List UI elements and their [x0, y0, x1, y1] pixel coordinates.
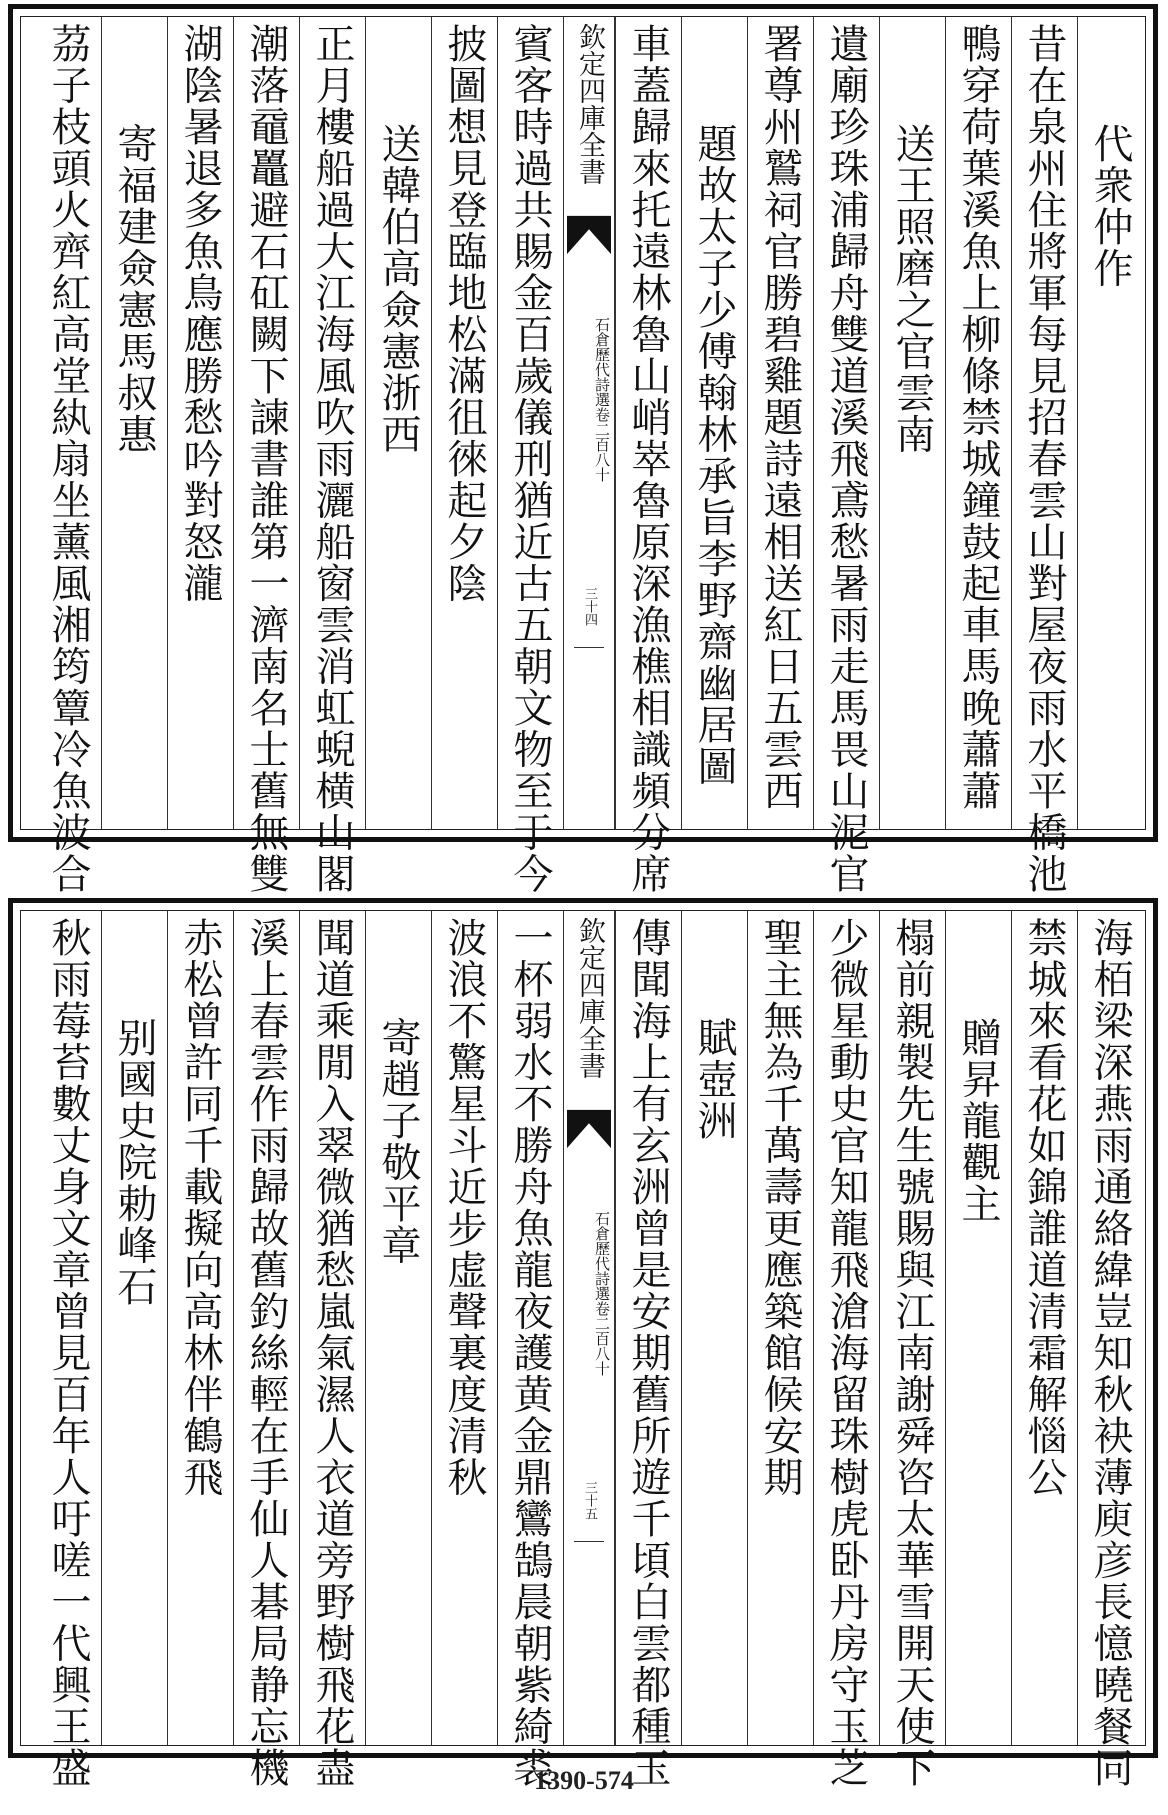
poem-title: 寄福建僉憲馬叔惠 [111, 123, 157, 455]
poem-line: 鴨穿荷葉溪魚上柳條禁城鐘鼓起車馬晚蕭蕭 [955, 23, 1001, 812]
poem-line: 少微星動史官知龍飛滄海留珠樹虎卧丹房守玉芝 [823, 917, 869, 1789]
poem-title: 送王照磨之官雲南 [889, 123, 935, 455]
poem-text-column [299, 17, 365, 895]
poem-line: 車蓋歸來托遠林魯山峭崒魯原深漁樵相識頻分席 [625, 23, 671, 895]
gutter-rule [574, 647, 604, 648]
gutter-subtitle [564, 1211, 614, 1376]
poem-line: 聖主無為千萬壽更應築館候安期 [757, 917, 803, 1498]
poem-text-column [747, 911, 813, 1745]
poem-title: 送韓伯高僉憲浙西 [375, 123, 421, 455]
poem-text-column [1077, 911, 1143, 1789]
poem-title-column [681, 911, 747, 1745]
poem-title-column [945, 911, 1011, 1745]
center-fold-gutter [563, 17, 615, 829]
volume-number: 卷二百八十 [593, 1301, 611, 1376]
leaf-number: 三十五 [582, 1481, 597, 1520]
poem-text-column [233, 17, 299, 895]
poem-title: 别國史院勅峰石 [111, 1017, 157, 1308]
poem-title: 賦壺洲 [691, 1017, 737, 1142]
poem-text-column [35, 911, 101, 1789]
poem-text-column [431, 911, 497, 1745]
book-title: 石倉歷代詩選 [593, 1211, 611, 1301]
poem-line: 湖陰暑退多魚鳥應勝愁吟對怒瀧 [177, 23, 223, 604]
poem-line: 榻前親製先生號賜與江南謝舜咨太華雪開天使下 [889, 917, 935, 1789]
gutter-subtitle [564, 317, 614, 482]
poem-line: 茘子枝頭火齊紅高堂紈扇坐薰風湘筠簟冷魚波合 [45, 23, 91, 895]
poem-line: 遺廟珍珠浦歸舟雙道溪飛鳶愁暑雨走馬畏山泥官 [823, 23, 869, 895]
leaf-number: 三十四 [582, 587, 597, 626]
poem-line: 聞道乘閒入翠微猶愁嵐氣濕人衣道旁野樹飛花盡 [309, 917, 355, 1789]
poem-text-column [615, 911, 681, 1789]
poem-text-column [879, 911, 945, 1789]
poem-line: 披圖想見登臨地松滿徂徠起夕陰 [441, 23, 487, 604]
poem-text-column [1011, 17, 1077, 895]
gutter-rule [574, 1541, 604, 1542]
poem-title: 贈昇龍觀主 [955, 1017, 1001, 1225]
poem-text-column [813, 911, 879, 1789]
poem-title-column [101, 911, 167, 1745]
poem-line: 賓客時過共賜金百歲儀刑猶近古五朝文物至于今 [507, 23, 553, 895]
poem-line: 赤松曾許同千載擬向高林伴鶴飛 [177, 917, 223, 1498]
upper-page [8, 4, 1158, 895]
poem-title: 題故太子少傅翰林承旨李野齋幽居圖 [691, 123, 737, 787]
fish-tail-mark-icon [567, 1109, 611, 1149]
poem-text-column [615, 17, 681, 895]
poem-text-column [299, 911, 365, 1789]
poem-line: 海栢梁深燕雨通絡緯豈知秋袂薄庾彦長憶曉餐同 [1087, 917, 1133, 1789]
poem-text-column [497, 17, 563, 895]
poem-line: 禁城來看花如錦誰道清霜解惱公 [1021, 917, 1067, 1498]
poem-line: 秋雨莓苔數丈身文章曾見百年人吁嗟一代興王盛 [45, 917, 91, 1789]
poem-title-column [681, 17, 747, 829]
poem-text-column [945, 17, 1011, 829]
poem-text-column [35, 17, 101, 895]
poem-line: 一杯弱水不勝舟魚龍夜護黄金鼎鸞鵠晨朝紫綺裘 [507, 917, 553, 1789]
poem-line: 昔在泉州住將軍每見招春雲山對屋夜雨水平橋池 [1021, 23, 1067, 895]
poem-text-column [497, 911, 563, 1789]
poem-line: 波浪不驚星斗近步虚聲裏度清秋 [441, 917, 487, 1498]
volume-number: 卷二百八十 [593, 407, 611, 482]
poem-title: 寄趙子敬平章 [375, 1017, 421, 1266]
gutter-title: 欽定四庫全書 [574, 23, 605, 185]
poem-text-column [1011, 911, 1077, 1745]
poem-text-column [431, 17, 497, 829]
poem-line: 署尊州鷲祠官勝碧雞題詩遠相送紅日五雲西 [757, 23, 803, 812]
poem-line: 正月樓船過大江海風吹雨灑船窗雲消虹蜺横山閣 [309, 23, 355, 895]
upper-page-text-frame [20, 16, 1146, 895]
poem-title-column [101, 17, 167, 829]
poem-text-column [813, 17, 879, 895]
poem-title-column [365, 911, 431, 1745]
poem-line: 傳聞海上有玄洲曾是安期舊所遊千頃白雲都種玉 [625, 917, 671, 1789]
page-reference-number: 1390-574 [534, 1766, 634, 1795]
poem-line: 溪上春雲作雨歸故舊釣絲輕在手仙人碁局静忘機 [243, 917, 289, 1789]
fish-tail-mark-icon [567, 215, 611, 255]
poem-line: 潮落黿鼉避石矼闕下諫書誰第一濟南名士舊無雙 [243, 23, 289, 895]
poem-text-column [747, 17, 813, 829]
poem-title-column [1077, 17, 1143, 829]
poem-title-column [879, 17, 945, 829]
poem-title: 代衆仲作 [1087, 123, 1133, 289]
poem-title-column [365, 17, 431, 829]
poem-text-column [233, 911, 299, 1789]
poem-text-column [167, 17, 233, 829]
poem-text-column [167, 911, 233, 1745]
book-title: 石倉歷代詩選 [593, 317, 611, 407]
center-fold-gutter [563, 911, 615, 1745]
gutter-title: 欽定四庫全書 [574, 917, 605, 1079]
